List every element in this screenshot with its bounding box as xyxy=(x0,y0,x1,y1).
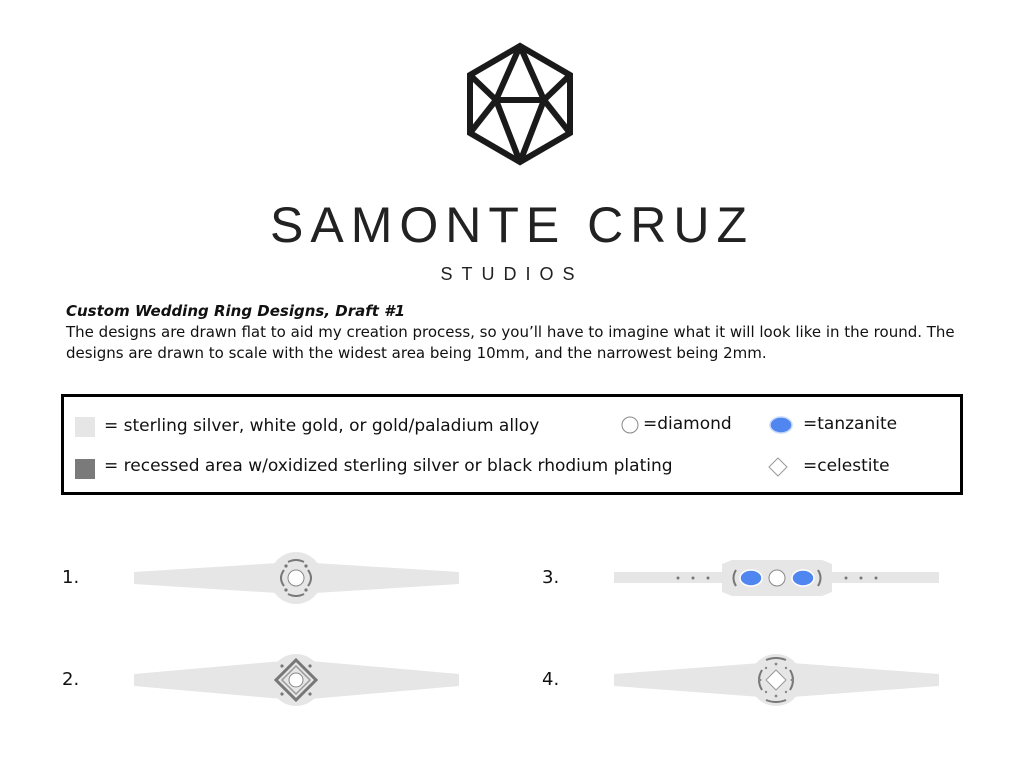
legend-diamond-label: =diamond xyxy=(643,414,732,434)
legend-box xyxy=(61,394,963,495)
ring-4-design xyxy=(614,650,939,710)
recessed-swatch xyxy=(75,459,95,479)
ring-2-number: 2. xyxy=(62,669,80,690)
tanzanite-icon xyxy=(768,415,794,435)
legend-tanzanite-label: =tanzanite xyxy=(803,414,898,434)
ring-2-diamond xyxy=(289,673,303,687)
document-title: Custom Wedding Ring Designs, Draft #1 xyxy=(66,302,406,320)
studio-logo xyxy=(466,42,574,166)
ring-3-number: 3. xyxy=(542,567,560,588)
metal-swatch xyxy=(75,417,95,437)
ring-1-diamond xyxy=(288,570,304,586)
ring-4-number: 4. xyxy=(542,669,560,690)
celestite-icon xyxy=(768,457,788,477)
legend-metal-label: = sterling silver, white gold, or gold/paladium alloy xyxy=(104,416,540,436)
ring-3-tanzanite-left xyxy=(740,570,762,586)
ring-2-design xyxy=(134,650,459,710)
brand-subtitle: STUDIOS xyxy=(440,264,584,284)
diamond-icon xyxy=(620,415,640,435)
legend-recessed-label: = recessed area w/oxidized sterling silver or black rhodium plating xyxy=(104,456,673,476)
ring-3-tanzanite-right xyxy=(792,570,814,586)
ring-1-design xyxy=(134,548,459,608)
legend-celestite-label: =celestite xyxy=(803,456,890,476)
brand-name: SAMONTE CRUZ xyxy=(270,197,754,253)
ring-3-design xyxy=(614,548,939,608)
document-intro: The designs are drawn flat to aid my creation process, so you’ll have to imagine what it will look like in the round. The designs are drawn to scale with the widest area being 10mm, and the narrowest being 2mm. xyxy=(66,323,955,362)
ring-3-diamond xyxy=(769,570,785,586)
ring-1-number: 1. xyxy=(62,567,80,588)
